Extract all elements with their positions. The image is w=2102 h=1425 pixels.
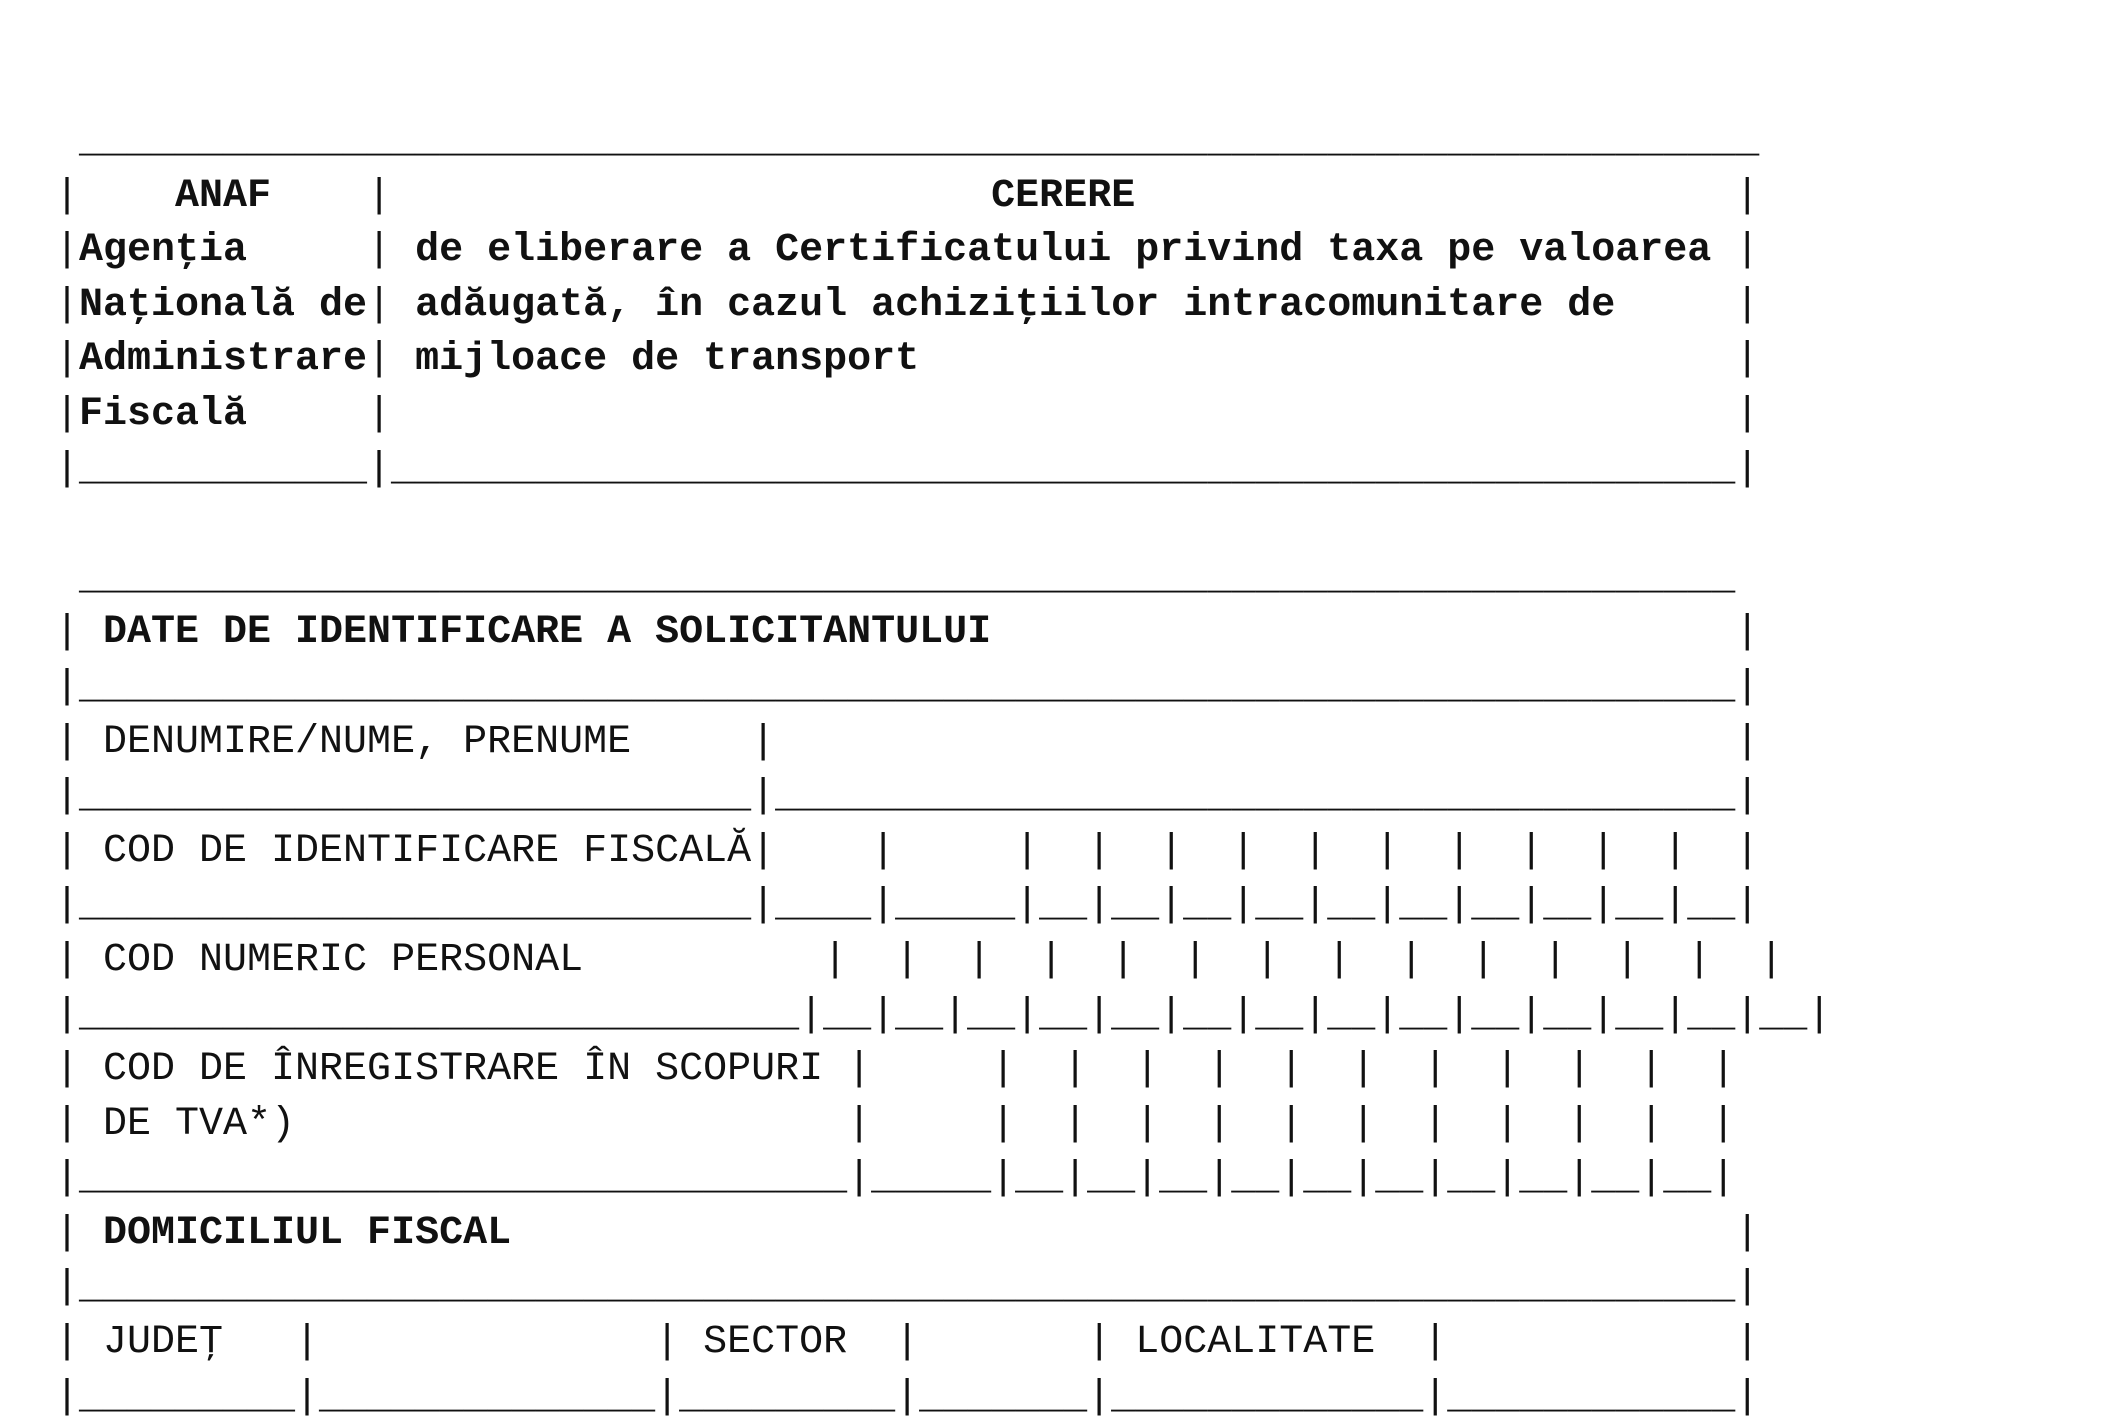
agency-name-line: Agenţia — [79, 228, 368, 274]
form-document — [55, 115, 1831, 1425]
section-divider: |_____________________________________________________________________| — [55, 664, 1760, 710]
header-title-row: | ANAF | CERERE | — [55, 173, 1760, 219]
cif-row-bottom: |____________________________|____|_____|__|__|__|__|__|__|__|__|__|__| — [55, 883, 1760, 929]
header-row: |Administrare| mijloace de transport | — [55, 337, 1760, 383]
identification-section-title: DATE DE IDENTIFICARE A SOLICITANTULUI — [103, 610, 1736, 656]
name-label: DENUMIRE/NUME, PRENUME — [103, 719, 752, 765]
form-subtitle-line: mijloace de transport — [415, 337, 1736, 383]
header-row: |Naţională de| adăugată, în cazul achiziţiilor intracomunitare de | — [55, 282, 1760, 328]
cnp-row: | COD NUMERIC PERSONAL | | | | | | | | | | | | | | — [55, 937, 1784, 983]
section-divider: |_____________________________________________________________________| — [55, 1265, 1760, 1311]
county-label: JUDEŢ — [103, 1320, 296, 1366]
agency-name-line: Administrare — [79, 337, 368, 383]
section-title-row: | DOMICILIUL FISCAL | — [55, 1210, 1760, 1256]
cif-row: | COD DE IDENTIFICARE FISCALĂ| | | | | | | | | | | | | — [55, 828, 1760, 874]
vat-row: | DE TVA*) | | | | | | | | | | | | — [55, 1101, 1736, 1147]
spacer — [55, 497, 1831, 552]
name-row-bottom: |____________________________|________________________________________| — [55, 774, 1760, 820]
agency-name-line: Fiscală — [79, 391, 368, 437]
header-row: |Fiscală | | — [55, 391, 1760, 437]
form-title: CERERE — [391, 173, 1736, 219]
vat-row: | COD DE ÎNREGISTRARE ÎN SCOPURI | | | | | | | | | | | | — [55, 1047, 1736, 1093]
cnp-row-bottom: |______________________________|__|__|__|__|__|__|__|__|__|__|__|__|__|__| — [55, 992, 1832, 1038]
cif-label: COD DE IDENTIFICARE FISCALĂ — [103, 828, 752, 874]
agency-name-line: Naţională de — [79, 282, 368, 328]
vat-row-bottom: |________________________________|_____|__|__|__|__|__|__|__|__|__|__| — [55, 1156, 1736, 1202]
domicile-row-bottom: |_________|______________|_________|_______|_____________|____________| — [55, 1374, 1760, 1420]
vat-label: DE TVA*) — [103, 1101, 848, 1147]
fiscal-domicile-section-title: DOMICILIUL FISCAL — [103, 1210, 1736, 1256]
sector-label: SECTOR — [703, 1320, 896, 1366]
section-title-row: | DATE DE IDENTIFICARE A SOLICITANTULUI | — [55, 610, 1760, 656]
vat-label: COD DE ÎNREGISTRARE ÎN SCOPURI — [103, 1047, 848, 1093]
header-row: |Agenţia | de eliberare a Certificatului privind taxa pe valoarea | — [55, 228, 1760, 274]
header-bottom-border: |____________|________________________________________________________| — [55, 446, 1760, 492]
header-top-border: ______________________________________________________________________ — [55, 119, 1760, 164]
anaf-label: ANAF — [79, 173, 368, 219]
section-top-border: _____________________________________________________________________ — [55, 555, 1736, 601]
form-subtitle-line: adăugată, în cazul achiziţiilor intracomunitare de — [415, 282, 1736, 328]
form-subtitle-line: de eliberare a Certificatului privind taxa pe valoarea — [415, 228, 1736, 274]
cnp-label: COD NUMERIC PERSONAL — [103, 937, 776, 983]
name-row: | DENUMIRE/NUME, PRENUME | | — [55, 719, 1760, 765]
domicile-row: | JUDEŢ | | SECTOR | | LOCALITATE | | — [55, 1320, 1760, 1366]
locality-label: LOCALITATE — [1135, 1320, 1424, 1366]
